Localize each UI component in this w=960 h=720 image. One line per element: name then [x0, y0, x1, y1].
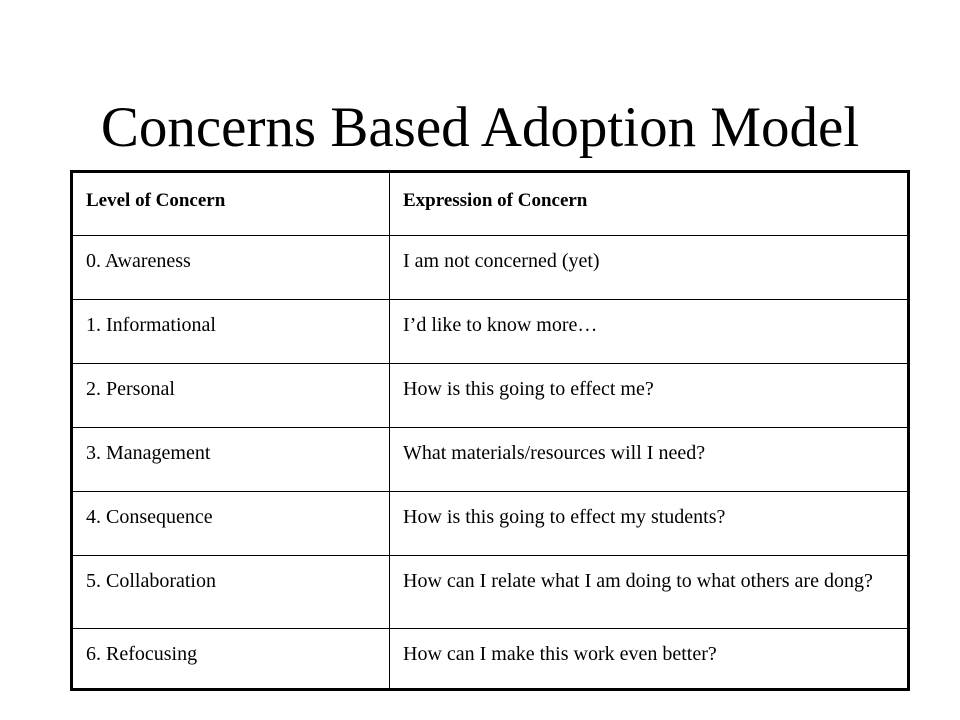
level-cell: 6. Refocusing	[72, 629, 390, 690]
table-row	[72, 300, 909, 364]
expression-cell: How is this going to effect my students?	[390, 492, 909, 556]
level-cell: 4. Consequence	[72, 492, 390, 556]
level-cell: 1. Informational	[72, 300, 390, 364]
expression-cell: How can I make this work even better?	[390, 629, 909, 690]
table-row	[72, 629, 909, 690]
slide-title: Concerns Based Adoption Model	[100, 96, 860, 159]
table-row	[72, 236, 909, 300]
header-level-of-concern: Level of Concern	[72, 172, 390, 236]
level-cell: 5. Collaboration	[72, 556, 390, 629]
expression-cell: How can I relate what I am doing to what others are dong?	[390, 556, 909, 629]
concern-table	[70, 170, 910, 691]
header-expression-of-concern: Expression of Concern	[390, 172, 909, 236]
table-row	[72, 556, 909, 629]
level-cell: 2. Personal	[72, 364, 390, 428]
expression-cell: How is this going to effect me?	[390, 364, 909, 428]
level-cell: 0. Awareness	[72, 236, 390, 300]
table-row	[72, 364, 909, 428]
level-cell: 3. Management	[72, 428, 390, 492]
table-header-row	[72, 172, 909, 236]
expression-cell: I’d like to know more…	[390, 300, 909, 364]
expression-cell: I am not concerned (yet)	[390, 236, 909, 300]
table-row	[72, 492, 909, 556]
table-row	[72, 428, 909, 492]
expression-cell: What materials/resources will I need?	[390, 428, 909, 492]
